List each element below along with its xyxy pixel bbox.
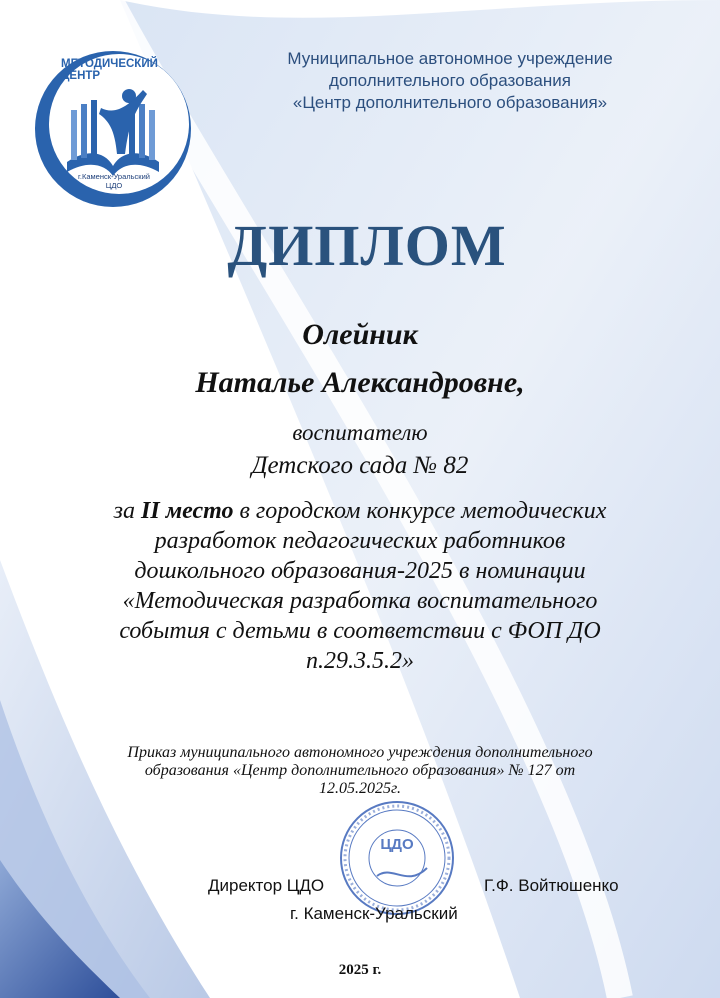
award-place: II место [141,498,234,524]
logo-caption-line1: г.Каменск-Уральский [78,172,150,181]
recipient-position: воспитателю [292,420,428,445]
logo-caption-line2: ЦДО [105,181,123,190]
organization-line1: Муниципальное автономное учреждение [287,49,613,68]
logo-title-line2: ЦЕНТР [61,70,101,82]
year: 2025 г. [338,962,382,978]
order-reference: Приказ муниципального автономного учреждения дополнительного образования «Центр дополнительного образования» № 127 от 12.05.2025г. [127,744,593,797]
organization-line2: дополнительного образования [329,71,571,90]
award-prefix: за [113,498,142,524]
recipient-name: Наталье Александровне, [195,366,525,399]
diploma-title: ДИПЛОМ [227,213,507,278]
director-label: Директор ЦДО [208,876,325,895]
stamp-center-text: ЦДО [380,836,414,853]
organization-line3: «Центр дополнительного образования» [292,93,608,112]
recipient-institution: Детского сада № 82 [251,452,469,479]
logo-title-line1: МЕТОДИЧЕСКИЙ [61,58,158,70]
award-text [100,496,620,676]
center-logo [33,44,193,214]
recipient-surname: Олейник [302,318,418,351]
round-seal-stamp-icon [337,798,457,918]
logo-title [61,58,181,82]
logo-caption [69,172,159,190]
director-name: Г.Ф. Войтюшенко [484,876,619,895]
city: г. Каменск-Уральский [290,904,458,923]
organization-header [240,48,660,114]
award-description: в городском конкурсе методических разработок педагогических работников дошкольного образования-2025 в номинации «Методическая разработка воспитательного события с детьми в соответствии с ФОП ДО п.29.3.5.2» [119,498,607,674]
